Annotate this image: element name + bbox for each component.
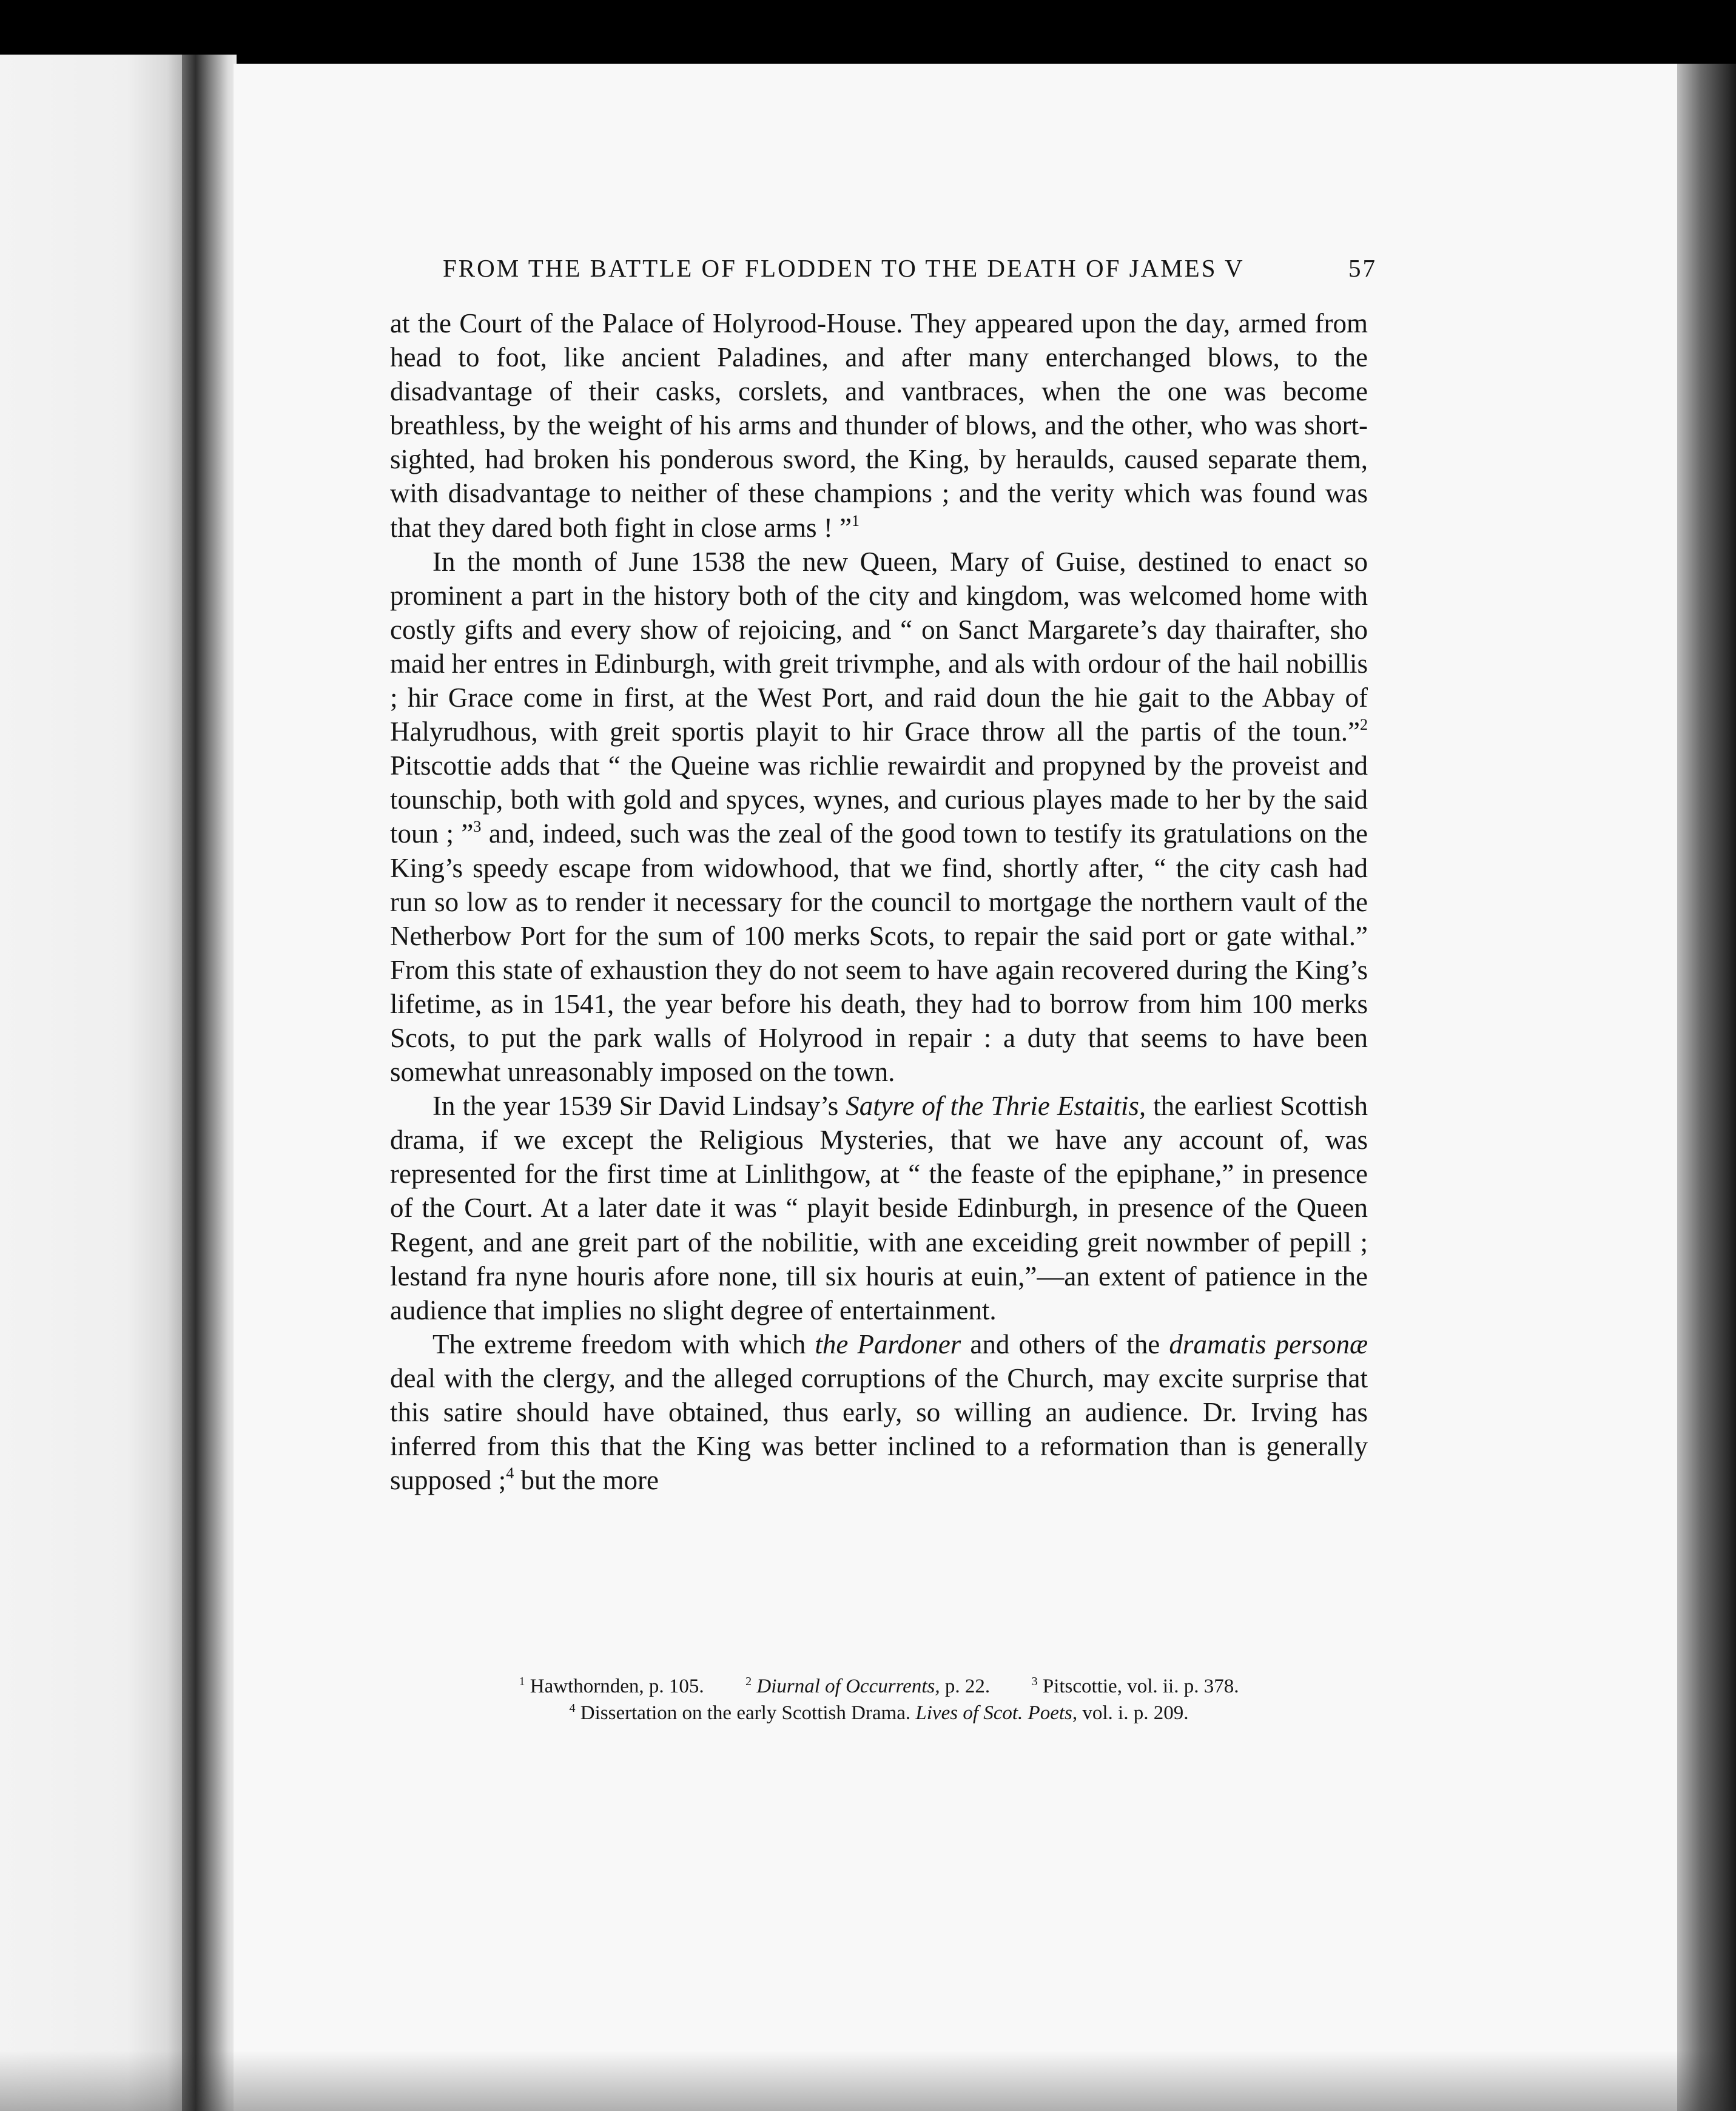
paragraph-2-part-a: In the month of June 1538 the new Queen, Mary of Guise, destined to enact so prominent a part in the history both of the city and kingdom, was welcomed home with costly gifts and every show of rejoicing, and “ on Sanct Margarete’s day thairafter, sho maid her entres in Edinburgh, with greit trivmphe, and als with ordour of the hail nobillis ; hir Grace come in first, at the West Port, and raid doun the hie gait to the Abbay of Halyrudhous, with greit sportis playit to hir Grace throw all the partis of the toun.” [390, 546, 1368, 747]
paragraph-2 [390, 545, 1368, 1089]
footnote-ref-3: 3 [473, 818, 482, 836]
footnote-3-number: 3 [1031, 1675, 1038, 1688]
footnote-line-2 [390, 1700, 1368, 1726]
footnote-1-text: Hawthornden, p. 105. [530, 1675, 704, 1697]
previous-page-edge [0, 55, 182, 2111]
footnote-line-1 [390, 1673, 1368, 1700]
footnote-ref-2: 2 [1360, 716, 1368, 734]
body-text [390, 306, 1368, 1497]
paragraph-2-part-b: Pitscottie adds that “ the Queine was richlie rewairdit and propyned by the proveist and tounschip, both with gold and spyces, wynes, and curious playes made to her by the said toun ; ” [390, 750, 1368, 849]
paragraph-3-part-b: the earliest Scottish drama, if we except the Religious Mysteries, that we have any account of, was represented for the first time at Linlithgow, at “ the feaste of the epiphane,” in presence of the Court. At a later date it was “ playit beside Edinburgh, in presence of the Queen Regent, and ane greit part of the nobilitie, with ane exceiding greit nowmber of pepill ; lestand fra nyne houris afore none, till six houris at euin,”—an extent of patience in the audience that implies no slight degree of entertainment. [390, 1091, 1368, 1325]
paragraph-3 [390, 1089, 1368, 1327]
paragraph-4-part-a: The extreme freedom with which [432, 1328, 815, 1359]
footnote-2-text: p. 22. [940, 1675, 991, 1697]
footnote-4-number: 4 [569, 1702, 576, 1715]
footnote-1-number: 1 [519, 1675, 525, 1688]
page-number: 57 [1348, 254, 1377, 282]
page-edge-shadow [1677, 64, 1736, 2111]
scan-bottom-shadow [0, 2050, 1736, 2111]
paragraph-4-part-c: deal with the clergy, and the alleged corruptions of the Church, may excite surprise that this satire should have obtained, thus early, so willing an audience. Dr. Irving has inferred from this that the King was better inclined to a reformation than is generally supposed ; [390, 1362, 1368, 1496]
footnote-4-text: Dissertation on the early Scottish Drama. [580, 1702, 916, 1724]
italic-dramatis-personae: dramatis personæ [1169, 1328, 1368, 1359]
paragraph-3-part-a: In the year 1539 Sir David Lindsay’s [432, 1091, 846, 1122]
paragraph-1-text: at the Court of the Palace of Holyrood-House. They appeared upon the day, armed from head to foot, like ancient Paladines, and after many enterchanged blows, to the disadvantage of their casks, corslets, and vantbraces, when the one was become breathless, by the weight of his arms and thunder of blows, and the other, who was short-sighted, had broken his ponderous sword, the King, by heraulds, caused separate them, with disadvantage to neither of these champions ; and the verity which was found was that they dared both fight in close arms ! ” [390, 308, 1368, 543]
footnote-2-number: 2 [745, 1675, 752, 1688]
footnote-4-tail: vol. i. p. 209. [1077, 1702, 1189, 1724]
footnote-4-title: Lives of Scot. Poets, [915, 1702, 1078, 1724]
footnote-2-title: Diurnal of Occurrents, [756, 1675, 940, 1697]
footnote-ref-4: 4 [506, 1464, 514, 1483]
paragraph-4 [390, 1327, 1368, 1497]
paragraph-2-part-c: and, indeed, such was the zeal of the good town to testify its gratulations on the King’s speedy escape from widowhood, that we find, shortly after, “ the city cash had run so low as to render it necessary for the council to mortgage the northern vault of the Netherbow Port for the sum of 100 merks Scots, to repair the said port or gate withal.” From this state of exhaustion they do not seem to have again recovered during the King’s lifetime, as in 1541, the year before his death, they had to borrow from him 100 merks Scots, to put the park walls of Holyrood in repair : a duty that seems to have been somewhat unreasonably imposed on the town. [390, 818, 1368, 1088]
work-title-satyre: Satyre of the Thrie Estaitis, [846, 1091, 1146, 1122]
book-gutter [182, 55, 237, 2111]
running-head [443, 254, 1377, 283]
italic-the-pardoner: the Pardoner [815, 1328, 961, 1359]
footnote-ref-1: 1 [852, 511, 860, 530]
paragraph-4-part-d: but the more [514, 1465, 659, 1496]
footnote-3-text: Pitscottie, vol. ii. p. 378. [1042, 1675, 1239, 1697]
paragraph-4-part-b: and others of the [961, 1328, 1169, 1359]
running-head-title: FROM THE BATTLE OF FLODDEN TO THE DEATH OF JAMES V [443, 254, 1245, 282]
footnotes [390, 1673, 1368, 1726]
paragraph-1 [390, 306, 1368, 545]
